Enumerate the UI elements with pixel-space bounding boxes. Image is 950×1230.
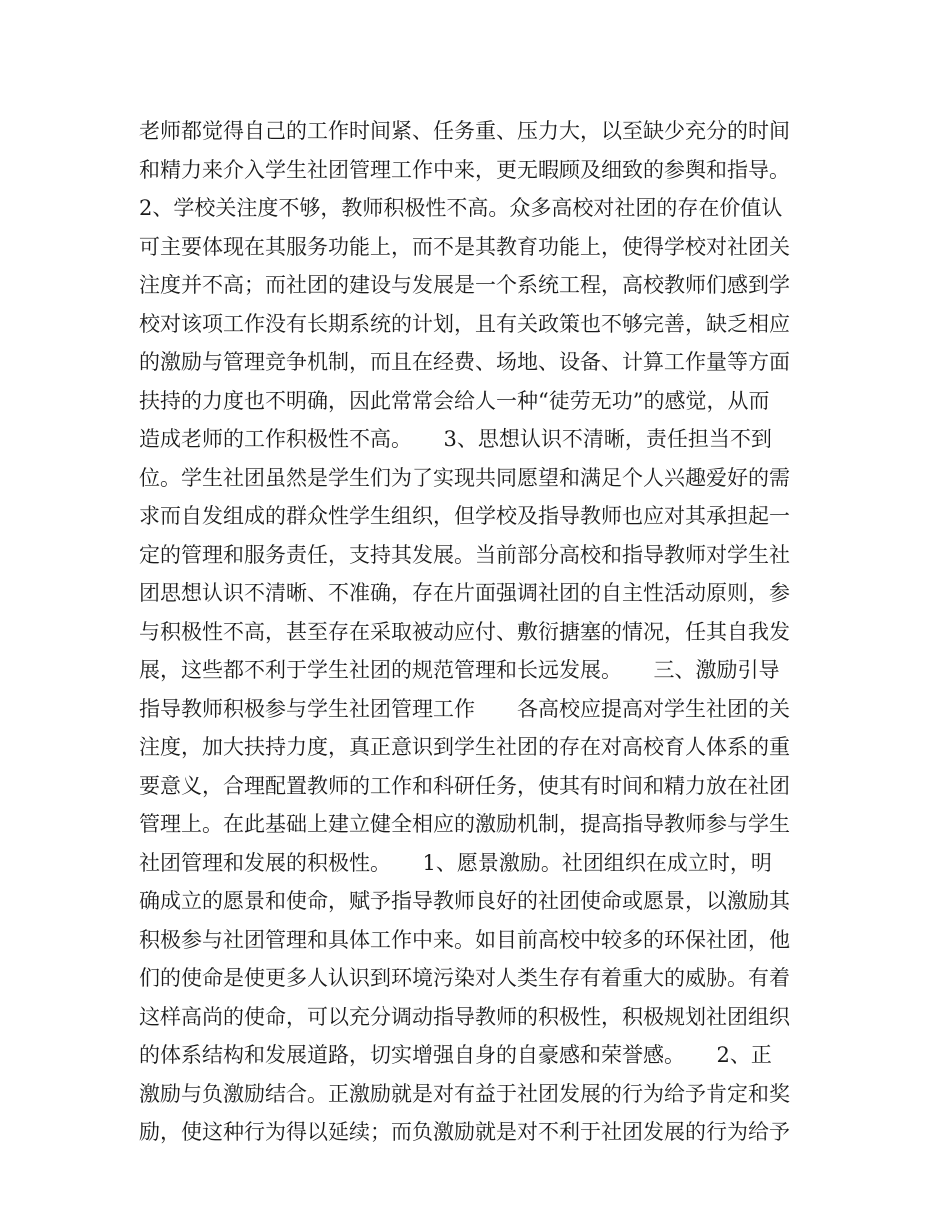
text-line: 团思想认识不清晰、不准确，存在片面强调社团的自主性活动原则，参: [139, 581, 790, 605]
text-line: 社团管理和发展的积极性。 1、愿景激励。社团组织在成立时，明: [139, 850, 772, 875]
text-line: 与积极性不高，甚至存在采取被动应付、敷衍搪塞的情况，任其自我发: [139, 619, 790, 644]
text-line: 2、学校关注度不够，教师积极性不高。众多高校对社团的存在价值认: [139, 196, 783, 220]
text-line: 求而自发组成的群众性学生组织，但学校及指导教师也应对其承担起一: [139, 504, 790, 528]
text-line: 激励与负激励结合。正激励就是对有益于社团发展的行为给予肯定和奖: [139, 1081, 790, 1106]
text-line: 注度并不高；而社团的建设与发展是一个系统工程，高校教师们感到学: [139, 273, 790, 297]
text-line: 指导教师积极参与学生社团管理工作 各高校应提高对学生社团的关: [139, 696, 790, 721]
text-line: 造成老师的工作积极性不高。 3、思想认识不清晰，责任担当不到: [139, 427, 772, 451]
text-line: 位。学生社团虽然是学生们为了实现共同愿望和满足个人兴趣爱好的需: [139, 465, 790, 490]
text-line: 积极参与社团管理和具体工作中来。如目前高校中较多的环保社团，他: [139, 927, 790, 952]
text-line: 要意义，合理配置教师的工作和科研任务，使其有时间和精力放在社团: [139, 773, 790, 798]
body-text: [139, 112, 819, 1152]
text-line: 的体系结构和发展道路，切实增强自身的自豪感和荣誉感。 2、正: [139, 1043, 772, 1067]
text-line: 老师都觉得自己的工作时间紧、任务重、压力大，以至缺少充分的时间: [139, 119, 790, 143]
text-line: 定的管理和服务责任，支持其发展。当前部分高校和指导教师对学生社: [139, 542, 790, 567]
text-line: 可主要体现在其服务功能上，而不是其教育功能上，使得学校对社团关: [139, 234, 790, 259]
text-line: 扶持的力度也不明确，因此常常会给人一种“徒劳无功”的感觉，从而: [139, 388, 770, 413]
text-line: 这样高尚的使命，可以充分调动指导教师的积极性，积极规划社团组织: [139, 1004, 790, 1029]
text-line: 确成立的愿景和使命，赋予指导教师良好的社团使命或愿景，以激励其: [139, 889, 790, 913]
text-line: 励，使这种行为得以延续；而负激励就是对不利于社团发展的行为给予: [139, 1120, 790, 1144]
text-line: 管理上。在此基础上建立健全相应的激励机制，提高指导教师参与学生: [139, 812, 790, 836]
text-line: 的激励与管理竞争机制，而且在经费、场地、设备、计算工作量等方面: [139, 350, 790, 374]
text-line: 展，这些都不利于学生社团的规范管理和长远发展。 三、激励引导: [139, 658, 780, 682]
text-line: 们的使命是使更多人认识到环境污染对人类生存有着重大的威胁。有着: [139, 966, 790, 990]
text-line: 校对该项工作没有长期系统的计划，且有关政策也不够完善，缺乏相应: [139, 311, 790, 336]
text-line: 注度，加大扶持力度，真正意识到学生社团的存在对高校育人体系的重: [139, 735, 790, 759]
text-line: 和精力来介入学生社团管理工作中来，更无暇顾及细致的参舆和指导。: [139, 157, 790, 182]
